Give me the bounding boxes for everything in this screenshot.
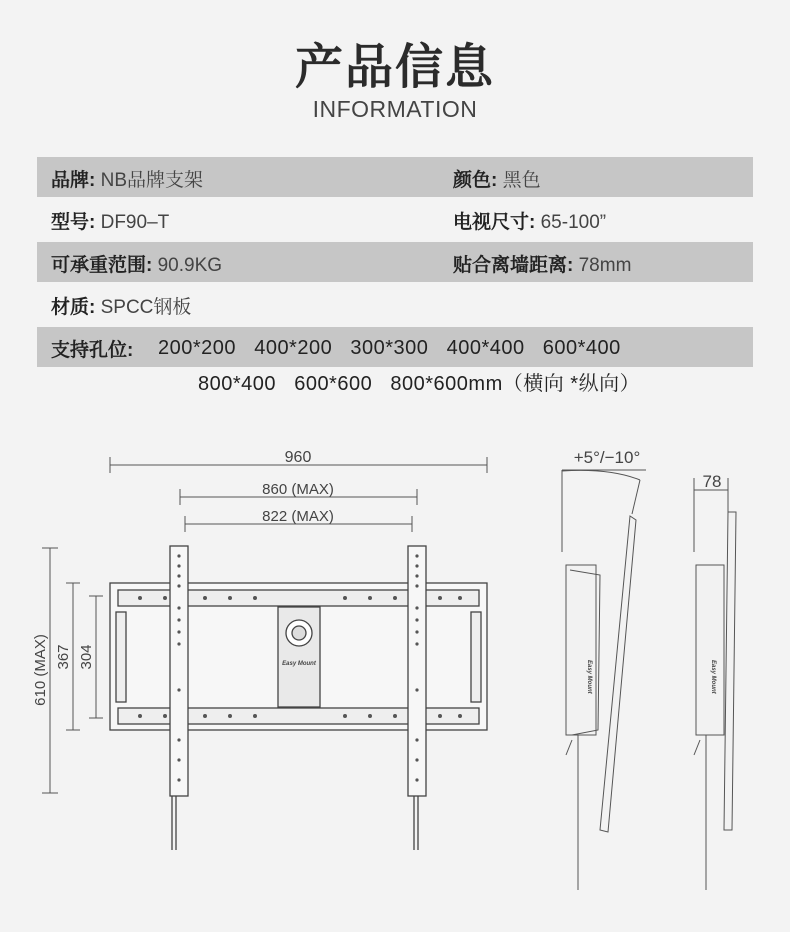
spec-color-value: 黑色: [502, 170, 541, 191]
wall-plate: [110, 583, 487, 730]
dim-label-822: 822 (MAX): [262, 508, 334, 525]
spec-vesa-line-2: 800*400 600*600 800*600mm（横向 *纵向）: [198, 373, 641, 395]
dim-label-304: 304: [78, 644, 95, 670]
spec-load-label: 可承重范围:: [51, 255, 153, 276]
brand-mark-side-2: Easy Mount: [710, 660, 716, 694]
brand-mark-side-1: Easy Mount: [586, 660, 592, 694]
spec-vesa-label: 支持孔位:: [51, 340, 134, 361]
spec-tv-size-label: 电视尺寸:: [453, 212, 536, 233]
spec-brand-label: 品牌:: [51, 170, 96, 191]
dim-label-367: 367: [55, 644, 72, 670]
page-subtitle: INFORMATION: [312, 96, 478, 122]
page-title: 产品信息: [294, 41, 495, 94]
spec-model-value: DF90–T: [100, 212, 170, 233]
spec-load-value: 90.9KG: [157, 255, 223, 276]
tilt-label: +5°/−10°: [573, 448, 641, 467]
spec-model-label: 型号:: [51, 212, 96, 233]
spec-color-label: 颜色:: [453, 170, 498, 191]
spec-vesa-line-1: 200*200 400*200 300*300 400*400 600*400: [158, 337, 621, 359]
dim-label-610: 610 (MAX): [32, 634, 49, 706]
dim-label-860: 860 (MAX): [262, 481, 334, 498]
brand-mark-front: Easy Mount: [282, 661, 316, 667]
dim-label-960: 960: [284, 449, 312, 466]
spec-material-value: SPCC钢板: [100, 297, 192, 318]
spec-tv-size-value: 65-100”: [540, 212, 607, 233]
tilt-side-view: [562, 470, 646, 890]
depth-label: 78: [702, 472, 722, 491]
spec-wall-distance-label: 贴合离墙距离:: [453, 255, 574, 276]
spec-material-label: 材质:: [51, 297, 96, 318]
spec-wall-distance-value: 78mm: [578, 255, 632, 276]
spec-brand-value: NB品牌支架: [100, 170, 204, 191]
